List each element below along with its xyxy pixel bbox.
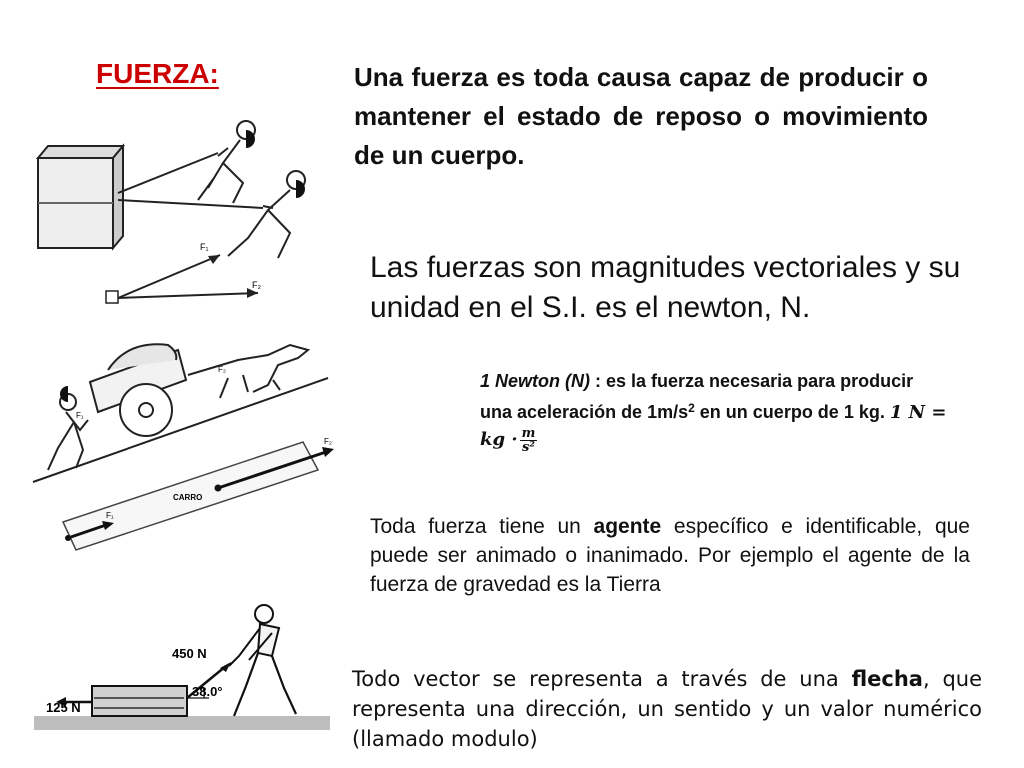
newton-exponent: 2	[688, 401, 695, 415]
cart-vectors-figure	[28, 430, 348, 570]
rope-2	[118, 200, 263, 208]
label-450n: 450 N	[172, 646, 207, 661]
newton-text-2: en un cuerpo de 1 kg.	[694, 402, 890, 422]
label-f2: F₂	[324, 437, 332, 446]
arrow-text-1: Todo vector se representa a través de una	[352, 667, 852, 691]
newton-formula: 1 N = kg ·	[480, 402, 947, 450]
force-arrow-f1	[118, 255, 220, 298]
arrow-text-2: , que representa una dirección, un sentido y un valor numérico (llamado modulo)	[352, 667, 983, 751]
man-head	[255, 605, 273, 623]
label-f1: F₁	[76, 411, 84, 420]
fraction-denominator: s²	[521, 439, 535, 455]
label-f2: F₂	[218, 365, 226, 374]
label-f1: F₁	[106, 511, 114, 520]
newton-fraction	[520, 427, 538, 454]
man-pulling-crate-figure	[34, 598, 334, 733]
label-f1: F₁	[200, 242, 209, 252]
fraction-numerator: m	[521, 425, 536, 441]
box-side	[113, 146, 123, 248]
force-arrow-f2	[118, 293, 258, 298]
agent-paragraph	[370, 512, 970, 599]
vector-magnitude-text: Las fuerzas son magnitudes vectoriales y su unidad en el S.I. es el newton, N.	[370, 251, 961, 324]
force-definition: Una fuerza es toda causa capaz de producir o mantener el estado de reposo o movimiento de un cuerpo.	[354, 62, 928, 170]
label-f2: F₂	[252, 280, 261, 290]
agent-text-1: Toda fuerza tiene un	[370, 515, 594, 538]
newton-text-1: es la fuerza necesaria para producir una aceleración de 1m/s	[480, 371, 914, 422]
cart-wheel	[120, 384, 172, 436]
page-title: FUERZA:	[96, 58, 219, 89]
newton-term: 1 Newton (N)	[480, 371, 590, 391]
arrow-keyword: flecha	[851, 667, 923, 691]
origin-box	[106, 291, 118, 303]
cart-label: CARRO	[173, 493, 203, 502]
pulling-box-figure	[28, 108, 328, 318]
newton-definition	[480, 368, 950, 454]
box-top	[38, 146, 123, 158]
agent-text-2: específico e identificable, que puede ser animado o inanimado. Por ejemplo el agente de la fuerza de gravedad es la Tierra	[370, 515, 970, 596]
man-torso	[258, 624, 279, 656]
arrow-paragraph	[352, 664, 982, 754]
agent-keyword: agente	[593, 515, 662, 538]
label-125n: 125 N	[46, 700, 81, 715]
rope-1	[118, 153, 218, 193]
newton-separator: :	[590, 371, 606, 391]
ground	[34, 716, 330, 730]
crate	[92, 686, 187, 716]
label-angle: 38.0°	[192, 684, 223, 699]
